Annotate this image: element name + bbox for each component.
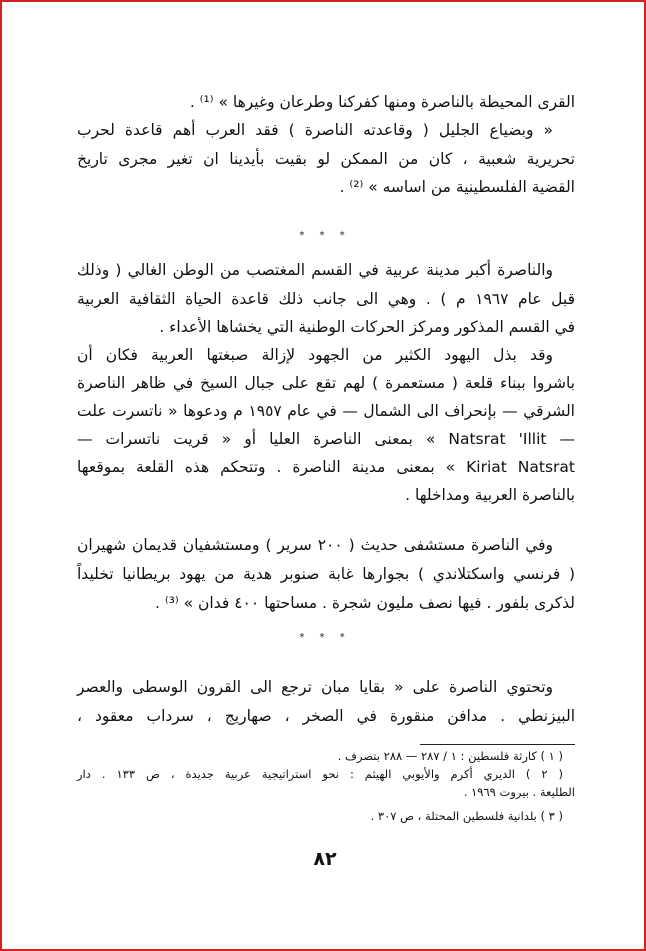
text-line: Kiriat Natsrat » بمعنى مدينة الناصرة . وتتحكم هذه القلعة بموقعها	[77, 458, 575, 476]
footnote: ( ٣ ) بلدانية فلسطين المحتلة ، ص ٣٠٧ .	[370, 809, 563, 823]
footnote: ( ١ ) كارثة فلسطين : ١ / ٢٨٧ — ٢٨٨ بتصرف .	[337, 749, 563, 763]
text-line: قبل عام ١٩٦٧ م ) . وهي الى جانب ذلك قاعدة الحياة الثقافية العربية	[77, 290, 575, 308]
text-line: الشرقي — بإنحراف الى الشمال — في عام ١٩٥٧ م ودعوها « ناتسرت علت	[77, 402, 575, 420]
text-line: « وبضياع الجليل ( وقاعدته الناصرة ) فقد العرب أهم قاعدة لحرب	[77, 121, 553, 139]
text-line: البيزنطي . مدافن منقورة في الصخر ، صهاريج ، سرداب معقود ،	[77, 707, 575, 725]
text-line: وتحتوي الناصرة على « بقايا مبان ترجع الى القرون الوسطى والعصر	[77, 678, 553, 696]
section-separator: * * *	[299, 632, 351, 643]
text-line: باشروا ببناء قلعة ( مستعمرة ) لهم تقع على جبال السيخ في ظاهر الناصرة	[77, 374, 575, 392]
footnote-divider	[420, 744, 575, 745]
footnote: ( ٢ ) الديري أكرم والأيوبي الهيثم : نحو استراتيجية عربية جديدة ، ص ١٣٣ . دار	[77, 767, 563, 781]
footnote-continuation: الطليعة . بيروت ١٩٦٩ .	[463, 785, 575, 799]
text-line: وقد بذل اليهود الكثير من الجهود لإزالة صبغتها العربية فكان أن	[77, 346, 553, 364]
section-separator: * * *	[299, 230, 351, 241]
text-line: — Natsrat 'Illit » بمعنى الناصرة العليا أو « قريت ناتسرات —	[77, 430, 575, 448]
text-line: تحريرية شعبية ، كان من الممكن لو بقيت بأيدينا ان تغير مجرى تاريخ	[77, 150, 575, 168]
text-line: القرى المحيطة بالناصرة ومنها كفركنا وطرعان وغيرها » ⁽¹⁾ .	[189, 93, 575, 111]
text-line: بالناصرة العربية ومداخلها .	[405, 486, 575, 504]
text-line: ( فرنسي واسكتلاندي ) بجوارها غابة صنوبر هدية من يهود بريطانيا تخليداً	[77, 565, 575, 583]
text-line: القضية الفلسطينية من اساسه » ⁽²⁾ .	[339, 178, 575, 196]
page-number: ٨٢	[313, 848, 337, 870]
text-line: وفي الناصرة مستشفى حديث ( ٢٠٠ سرير ) ومستشفيان قديمان شهيران	[77, 536, 554, 554]
text-line: لذكرى بلفور . فيها نصف مليون شجرة . مساحتها ٤٠٠ فدان » ⁽³⁾ .	[155, 594, 575, 612]
text-line: والناصرة أكبر مدينة عربية في القسم المغتصب من الوطن الغالي ( وذلك	[77, 261, 553, 279]
text-line: في القسم المذكور ومركز الحركات الوطنية التي يخشاها الأعداء .	[159, 318, 575, 336]
